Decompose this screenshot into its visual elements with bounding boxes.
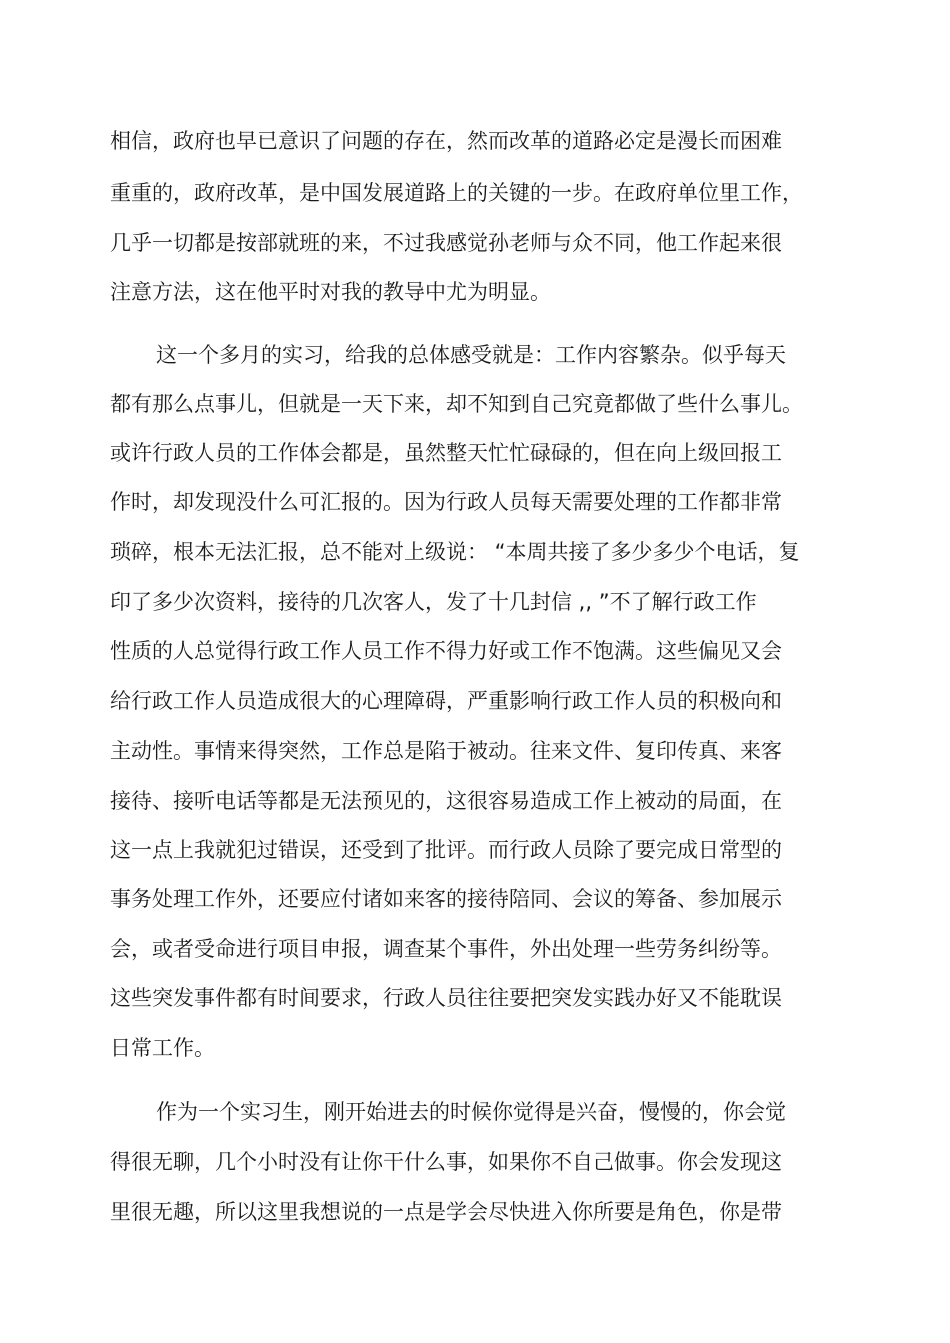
paragraph-2-line-3: 或许行政人员的工作体会都是，虽然整天忙忙碌碌的，但在向上级回报工 [110,441,782,465]
paragraph-2-line-15: 日常工作。 [110,1036,215,1060]
paragraph-2-line-1: 这一个多月的实习，给我的总体感受就是：工作内容繁杂。似乎每天 [156,343,786,367]
paragraph-2-line-7: 性质的人总觉得行政工作人员工作不得力好或工作不饱满。这些偏见又会 [110,639,782,663]
paragraph-2-line-12: 事务处理工作外，还要应付诸如来客的接待陪同、会议的筹备、参加展示 [110,887,782,911]
paragraph-2-line-9: 主动性。事情来得突然，工作总是陷于被动。往来文件、复印传真、来客 [110,739,782,763]
paragraph-2-line-13: 会，或者受命进行项目申报，调查某个事件，外出处理一些劳务纠纷等。 [110,937,782,961]
paragraph-2-line-2: 都有那么点事儿，但就是一天下来，却不知到自己究竟都做了些什么事儿。 [110,392,803,416]
paragraph-1-line-1: 相信，政府也早已意识了问题的存在，然而改革的道路必定是漫长而困难 [110,129,782,153]
paragraph-3-line-3: 里很无趣，所以这里我想说的一点是学会尽快进入你所要是角色，你是带 [110,1200,782,1224]
paragraph-2-line-11: 这一点上我就犯过错误，还受到了批评。而行政人员除了要完成日常型的 [110,838,782,862]
paragraph-2-line-6: 印了多少次资料，接待的几次客人，发了十几封信 ,, ”不了解行政工作 [110,590,757,614]
paragraph-2-line-10: 接待、接听电话等都是无法预见的，这很容易造成工作上被动的局面，在 [110,789,782,813]
paragraph-3-line-2: 得很无聊，几个小时没有让你干什么事，如果你不自己做事。你会发现这 [110,1150,782,1174]
paragraph-1-line-3: 几乎一切都是按部就班的来，不过我感觉孙老师与众不同，他工作起来很 [110,231,782,255]
paragraph-1-line-2: 重重的，政府改革，是中国发展道路上的关键的一步。在政府单位里工作， [110,181,803,205]
paragraph-2-line-4: 作时，却发现没什么可汇报的。因为行政人员每天需要处理的工作都非常 [110,490,782,514]
paragraph-2-line-5: 琐碎，根本无法汇报，总不能对上级说： “本周共接了多少多少个电话，复 [110,540,800,564]
paragraph-3-line-1: 作为一个实习生，刚开始进去的时候你觉得是兴奋，慢慢的，你会觉 [156,1100,786,1124]
paragraph-1-line-4: 注意方法，这在他平时对我的教导中尤为明显。 [110,280,551,304]
paragraph-2-line-8: 给行政工作人员造成很大的心理障碍，严重影响行政工作人员的积极向和 [110,689,782,713]
paragraph-2-line-14: 这些突发事件都有时间要求，行政人员往往要把突发实践办好又不能耽误 [110,986,782,1010]
